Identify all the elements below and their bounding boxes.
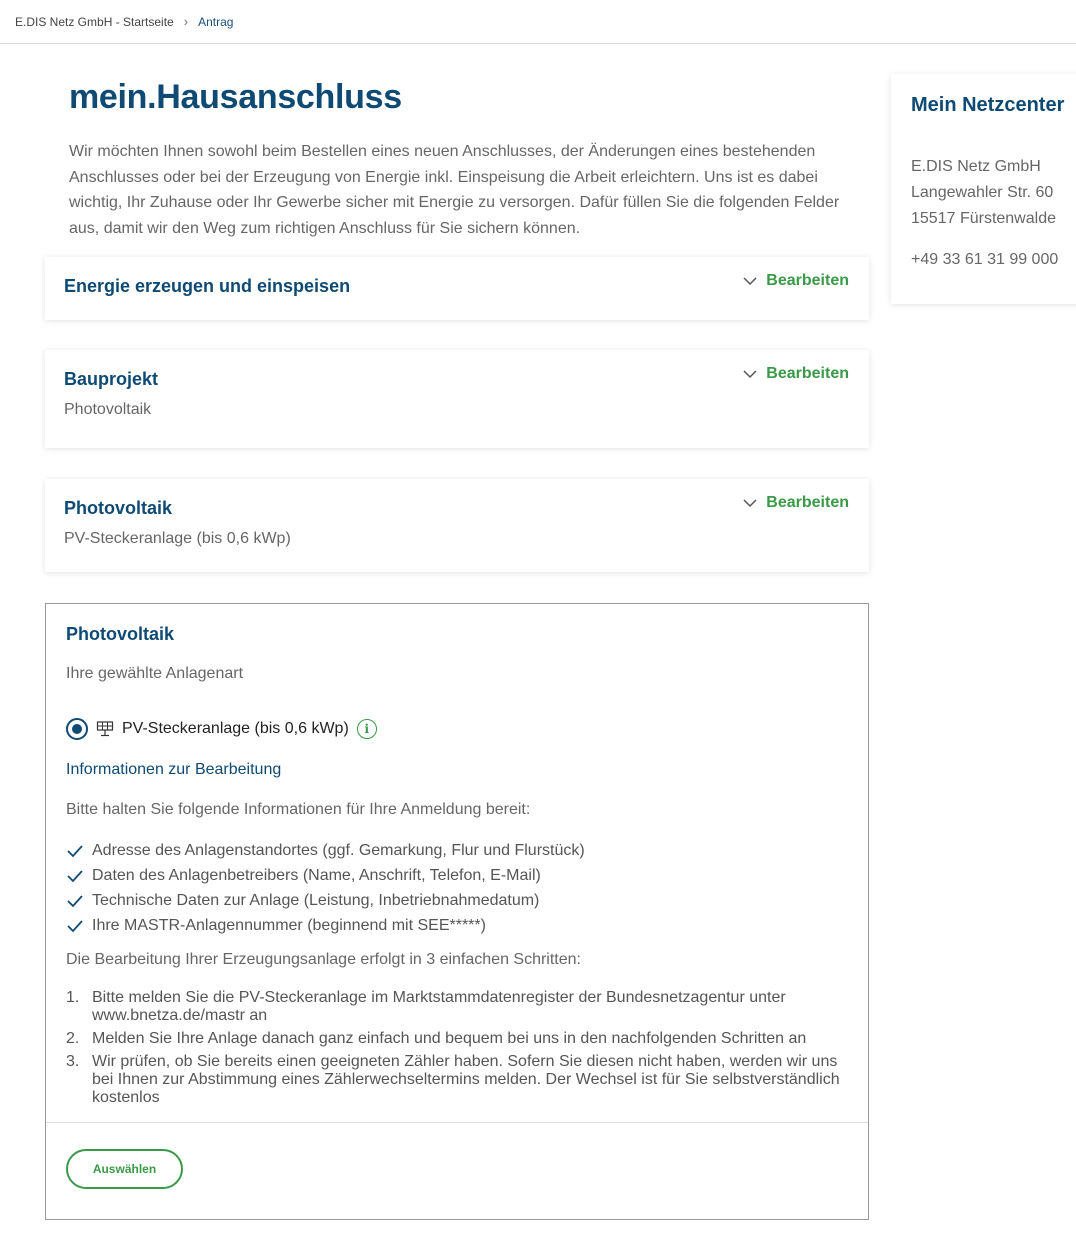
panel-title: Photovoltaik [66, 624, 175, 644]
breadcrumb [0, 0, 1076, 44]
info-title: Informationen zur Bearbeitung [66, 761, 282, 778]
sidebar-company: E.DIS Netz GmbH [911, 158, 1041, 175]
page-title: mein.Hausanschluss [69, 78, 402, 116]
card-value: PV-Steckeranlage (bis 0,6 kWp) [64, 530, 291, 547]
solar-panel-icon [96, 720, 114, 738]
chevron-down-icon [742, 273, 758, 289]
list-item: Adresse des Anlagenstandortes (ggf. Gemarkung, Flur und Flurstück) [66, 838, 585, 863]
steps-intro: Die Bearbeitung Ihrer Erzeugungsanlage erfolgt in 3 einfachen Schritten: [66, 951, 581, 968]
list-item: 3. Wir prüfen, ob Sie bereits einen geeigneten Zähler haben. Sofern Sie diesen nicht haben, werden wir uns bei Ihnen zur Abstimmung eines Zählerwechseltermins melden. Der Wechsel ist für Sie selbstverständlich kostenlos [66, 1053, 840, 1106]
list-item: 2. Melden Sie Ihre Anlage danach ganz einfach und bequem bei uns in den nachfolgenden Schritten an [66, 1030, 807, 1047]
steps-list [66, 989, 846, 1112]
sidebar-phone[interactable]: +49 33 61 31 99 000 [911, 251, 1059, 268]
select-button[interactable]: Auswählen [66, 1149, 183, 1189]
panel-label: Ihre gewählte Anlagenart [66, 665, 244, 682]
card-energy [45, 257, 869, 320]
card-photovoltaik [45, 479, 869, 572]
sidebar-title: Mein Netzcenter [911, 94, 1065, 116]
edit-button[interactable] [742, 272, 849, 290]
edit-label: Bearbeiten [766, 365, 849, 382]
chevron-down-icon [742, 495, 758, 511]
edit-label: Bearbeiten [766, 272, 849, 289]
breadcrumb-home-link[interactable]: E.DIS Netz GmbH - Startseite [15, 14, 174, 29]
divider [46, 1122, 868, 1123]
edit-button[interactable] [742, 494, 849, 512]
pv-selection-panel [45, 603, 869, 1220]
edit-button[interactable] [742, 365, 849, 383]
info-icon[interactable]: i [357, 719, 377, 739]
checkmark-icon [66, 892, 84, 910]
breadcrumb-current[interactable]: Antrag [198, 14, 234, 29]
radio-button-selected[interactable] [66, 718, 88, 740]
checkmark-icon [66, 917, 84, 935]
list-item: Ihre MASTR-Anlagennummer (beginnend mit SEE*****) [66, 913, 585, 938]
checkmark-icon [66, 867, 84, 885]
list-item: Technische Daten zur Anlage (Leistung, Inbetriebnahmedatum) [66, 888, 585, 913]
list-item: Daten des Anlagenbetreibers (Name, Anschrift, Telefon, E-Mail) [66, 863, 585, 888]
checklist [66, 838, 585, 938]
sidebar-city: 15517 Fürstenwalde [911, 210, 1056, 227]
chevron-down-icon [742, 366, 758, 382]
checkmark-icon [66, 842, 84, 860]
prepare-text: Bitte halten Sie folgende Informationen für Ihre Anmeldung bereit: [66, 801, 531, 818]
card-value: Photovoltaik [64, 401, 152, 418]
sidebar-street: Langewahler Str. 60 [911, 184, 1054, 201]
intro-text: Wir möchten Ihnen sowohl beim Bestellen eines neuen Anschlusses, der Änderungen eines bestehenden Anschlusses oder bei der Erzeugung von Energie inkl. Einspeisung die Arbeit erleichtern. Uns ist es dabei wichtig, Ihr Zuhause oder Ihr Gewerbe sicher mit Energie zu versorgen. Dafür füllen Sie die folgenden Felder aus, damit wir den Weg zum richtigen Anschluss für Sie sichern können. [69, 143, 840, 237]
edit-label: Bearbeiten [766, 494, 849, 511]
card-title: Photovoltaik [64, 498, 173, 518]
pv-option[interactable] [66, 718, 377, 740]
list-item: 1. Bitte melden Sie die PV-Steckeranlage im Marktstammdatenregister der Bundesnetzagentur unter www.bnetza.de/mastr an [66, 989, 786, 1024]
card-bauprojekt [45, 350, 869, 448]
netzcenter-sidebar [891, 74, 1076, 304]
card-title: Energie erzeugen und einspeisen [64, 276, 351, 296]
card-title: Bauprojekt [64, 369, 159, 389]
chevron-right-icon: › [183, 14, 189, 29]
pv-option-label: PV-Steckeranlage (bis 0,6 kWp) [122, 720, 349, 737]
